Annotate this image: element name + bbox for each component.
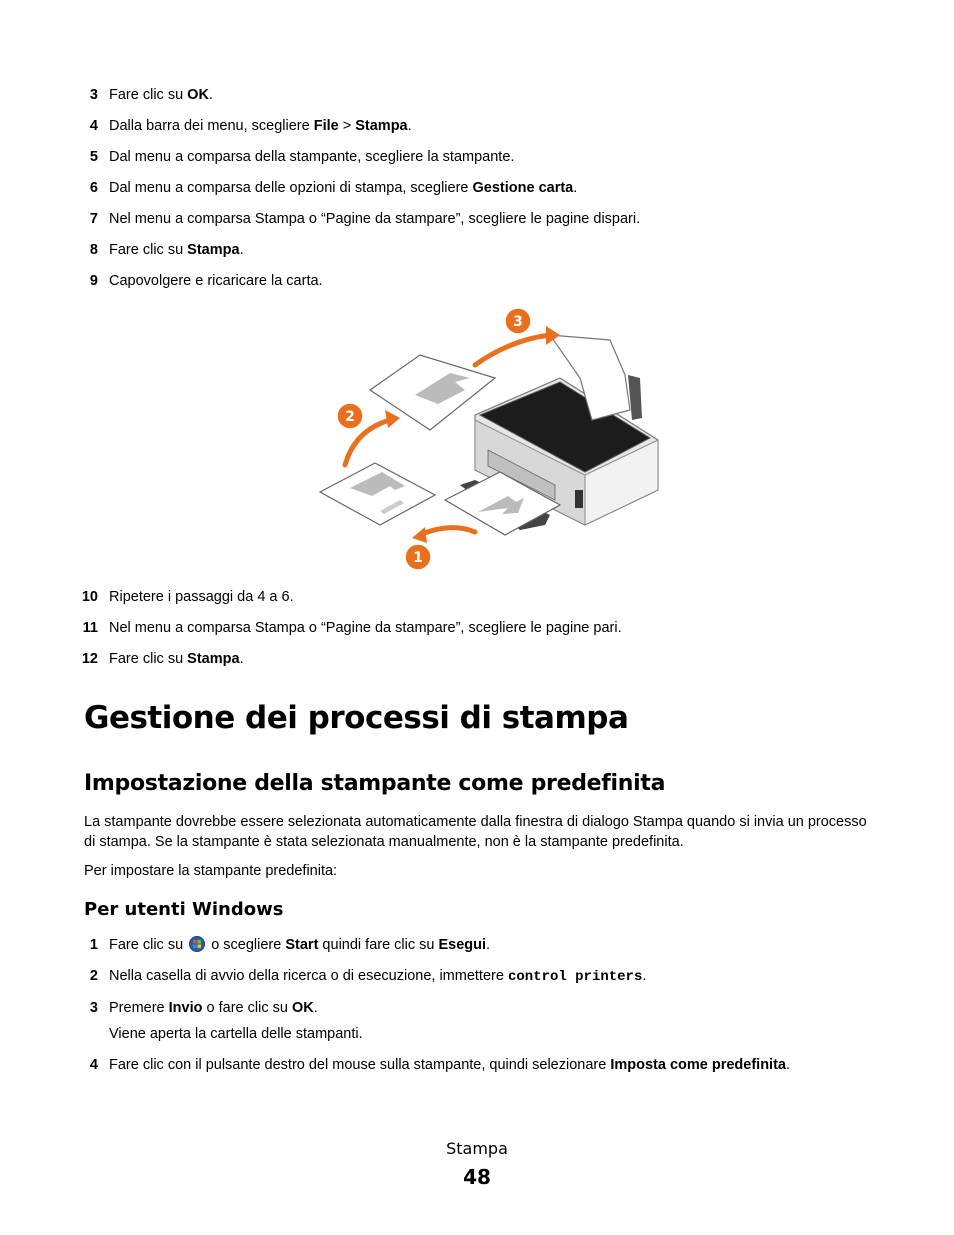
step-text — [109, 999, 318, 1017]
step-number: 9 — [89, 273, 98, 289]
step-text-part: . — [208, 87, 213, 103]
section-heading: Gestione dei processi di stampa — [84, 700, 629, 736]
step-text-part: Dal menu a comparsa della stampante, scegliere la stampante. — [109, 149, 515, 165]
step-text-part: Nella casella di avvio della ricerca o di esecuzione, immettere — [109, 968, 508, 984]
step-number: 3 — [89, 87, 98, 103]
step-text — [109, 210, 640, 228]
step-number: 11 — [82, 620, 98, 636]
step-text — [109, 1056, 790, 1074]
step-bold-text: Imposta come predefinita — [610, 1057, 786, 1073]
subsection-heading: Impostazione della stampante come predefinita — [84, 771, 666, 796]
arrow-3 — [475, 335, 550, 365]
step-text-part: Nel menu a comparsa Stampa o “Pagine da stampare”, scegliere le pagine pari. — [109, 620, 622, 636]
intro-paragraph-2: Per impostare la stampante predefinita: — [84, 863, 338, 879]
step-number: 8 — [89, 242, 98, 258]
step-number: 10 — [81, 589, 98, 605]
step-number: 1 — [89, 937, 98, 953]
step-number: 7 — [89, 211, 98, 227]
step-bold-text: Invio — [168, 1000, 203, 1016]
windows-start-icon — [189, 936, 205, 952]
step-text-part: Dalla barra dei menu, scegliere — [109, 118, 314, 134]
arrow-1 — [420, 528, 475, 535]
step-text-part: Dal menu a comparsa delle opzioni di stampa, scegliere — [109, 180, 473, 196]
step-text — [109, 117, 412, 135]
step-bold-text: OK — [187, 87, 209, 103]
step-bold-text: Stampa — [187, 651, 240, 667]
step-text — [109, 588, 294, 606]
svg-text:2: 2 — [345, 409, 355, 425]
step-number: 12 — [81, 651, 98, 667]
step-text-part: . — [407, 118, 412, 134]
step-text-part: . — [785, 1057, 791, 1073]
step-text-part: Fare clic con il pulsante destro del mouse sulla stampante, quindi selezionare — [109, 1057, 611, 1073]
step-text — [109, 272, 323, 290]
step-text-part: o scegliere — [207, 937, 286, 953]
step-text-part: Ripetere i passaggi da 4 a 6. — [109, 589, 294, 605]
step-text-part: Capovolgere e ricaricare la carta. — [109, 273, 323, 289]
step-subtext: Viene aperta la cartella delle stampanti. — [109, 1026, 363, 1042]
duplex-illustration — [310, 300, 670, 580]
step-text-part: Nel menu a comparsa Stampa o “Pagine da stampare”, scegliere le pagine dispari. — [109, 211, 641, 227]
step-text-part: > — [338, 118, 356, 134]
windows-heading: Per utenti Windows — [84, 899, 284, 920]
step-text-part: . — [239, 242, 244, 258]
step-text-part: Fare clic su — [109, 87, 188, 103]
step-text-part: . — [239, 651, 244, 667]
step-text-part: o fare clic su — [202, 1000, 292, 1016]
step-text — [109, 650, 244, 668]
step-text — [109, 936, 490, 954]
callout-1 — [405, 544, 431, 570]
step-text — [109, 241, 244, 259]
step-text-part: quindi fare clic su — [318, 937, 439, 953]
step-text-part: Fare clic su — [109, 937, 188, 953]
step-text — [109, 86, 213, 104]
step-text — [109, 148, 514, 166]
step-bold-text: Stampa — [355, 118, 408, 134]
callout-3 — [505, 308, 531, 334]
step-number: 5 — [89, 149, 98, 165]
step-text — [109, 967, 646, 986]
svg-text:1: 1 — [413, 550, 423, 566]
step-text-part: Fare clic su — [109, 242, 188, 258]
step-bold-text: Stampa — [187, 242, 240, 258]
callout-2 — [337, 403, 363, 429]
step-number: 4 — [89, 118, 98, 134]
step-text-part: . — [642, 968, 647, 984]
step-bold-text: Start — [285, 937, 319, 953]
step-text-part: Premere — [109, 1000, 169, 1016]
page-number: 48 — [463, 1165, 491, 1189]
step-number: 4 — [89, 1057, 98, 1073]
intro-paragraph: La stampante dovrebbe essere selezionata automaticamente dalla finestra di dialogo Stampa quando si invia un processo di stampa. Se la stampante è stata selezionata manualmente, non è la stampante predefinita. — [84, 814, 867, 850]
step-text-part: Fare clic su — [109, 651, 188, 667]
command-text: control printers — [507, 969, 643, 985]
step-text — [109, 619, 622, 637]
step-bold-text: File — [313, 118, 339, 134]
footer-section-label: Stampa — [446, 1139, 508, 1158]
step-number: 6 — [89, 180, 98, 196]
step-text-part: . — [486, 937, 491, 953]
step-text-part: . — [573, 180, 578, 196]
step-number: 2 — [89, 968, 98, 984]
step-number: 3 — [89, 1000, 98, 1016]
paper-sheet-left — [320, 463, 435, 525]
svg-text:3: 3 — [513, 314, 523, 330]
step-bold-text: Esegui — [438, 937, 487, 953]
step-text-part: . — [313, 1000, 318, 1016]
step-text — [109, 179, 577, 197]
step-bold-text: Gestione carta — [472, 180, 574, 196]
step-bold-text: OK — [291, 1000, 314, 1016]
